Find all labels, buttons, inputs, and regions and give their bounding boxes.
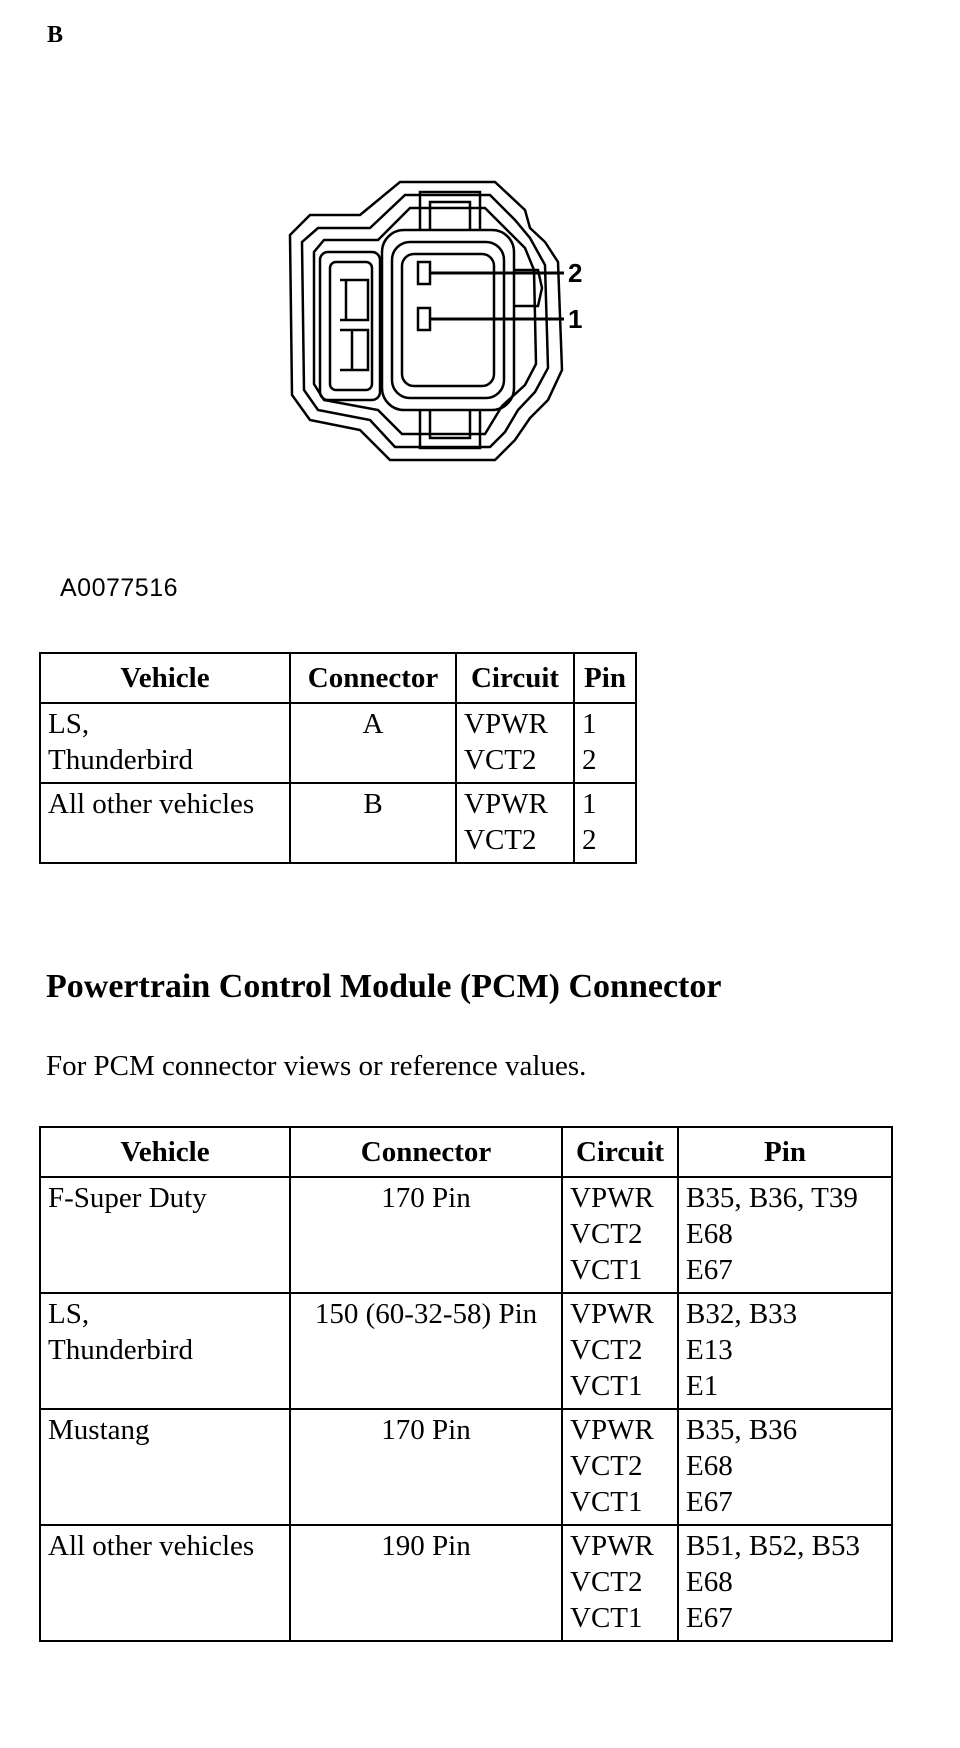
table-header-row — [40, 1127, 892, 1177]
table-row — [40, 1525, 892, 1641]
vehicle-cell: All other vehicles — [40, 1525, 290, 1641]
circuit-cell: VPWR VCT2 VCT1 — [562, 1525, 678, 1641]
header-pin: Pin — [678, 1127, 892, 1177]
header-connector: Connector — [290, 653, 456, 703]
table-row — [40, 703, 636, 783]
pin-cell: B35, B36 E68 E67 — [678, 1409, 892, 1525]
connector-cell: 170 Pin — [290, 1177, 562, 1293]
connector-diagram — [280, 170, 680, 490]
vehicle-cell: All other vehicles — [40, 783, 290, 863]
vehicle-cell: F-Super Duty — [40, 1177, 290, 1293]
pin-1-terminal — [418, 308, 430, 330]
section-label: B — [47, 22, 64, 48]
pin-cell: B51, B52, B53 E68 E67 — [678, 1525, 892, 1641]
pin-cell: 1 2 — [574, 783, 636, 863]
connector-cell: 150 (60-32-58) Pin — [290, 1293, 562, 1409]
header-vehicle: Vehicle — [40, 1127, 290, 1177]
header-connector: Connector — [290, 1127, 562, 1177]
pin-cell: B35, B36, T39 E68 E67 — [678, 1177, 892, 1293]
table-header-row — [40, 653, 636, 703]
circuit-cell: VPWR VCT2 VCT1 — [562, 1293, 678, 1409]
circuit-cell: VPWR VCT2 — [456, 783, 574, 863]
connector-cell: 170 Pin — [290, 1409, 562, 1525]
vehicle-cell: Mustang — [40, 1409, 290, 1525]
pin-cell: B32, B33 E13 E1 — [678, 1293, 892, 1409]
pcm-table — [39, 1126, 893, 1642]
connector-table — [39, 652, 637, 864]
header-circuit: Circuit — [562, 1127, 678, 1177]
figure-id: A0077516 — [60, 574, 179, 602]
pcm-description: For PCM connector views or reference values. — [46, 1050, 587, 1082]
header-vehicle: Vehicle — [40, 653, 290, 703]
pin-label-2: 2 — [568, 258, 583, 288]
connector-cell: B — [290, 783, 456, 863]
vehicle-cell: LS, Thunderbird — [40, 1293, 290, 1409]
table-row — [40, 783, 636, 863]
connector-cell: A — [290, 703, 456, 783]
table-row — [40, 1177, 892, 1293]
header-pin: Pin — [574, 653, 636, 703]
circuit-cell: VPWR VCT2 VCT1 — [562, 1177, 678, 1293]
circuit-cell: VPWR VCT2 — [456, 703, 574, 783]
header-circuit: Circuit — [456, 653, 574, 703]
pin-label-1: 1 — [568, 304, 583, 334]
pin-2-terminal — [418, 262, 430, 284]
table-row — [40, 1409, 892, 1525]
pcm-heading: Powertrain Control Module (PCM) Connector — [46, 968, 722, 1005]
circuit-cell: VPWR VCT2 VCT1 — [562, 1409, 678, 1525]
table-row — [40, 1293, 892, 1409]
vehicle-cell: LS, Thunderbird — [40, 703, 290, 783]
connector-cell: 190 Pin — [290, 1525, 562, 1641]
pin-cell: 1 2 — [574, 703, 636, 783]
